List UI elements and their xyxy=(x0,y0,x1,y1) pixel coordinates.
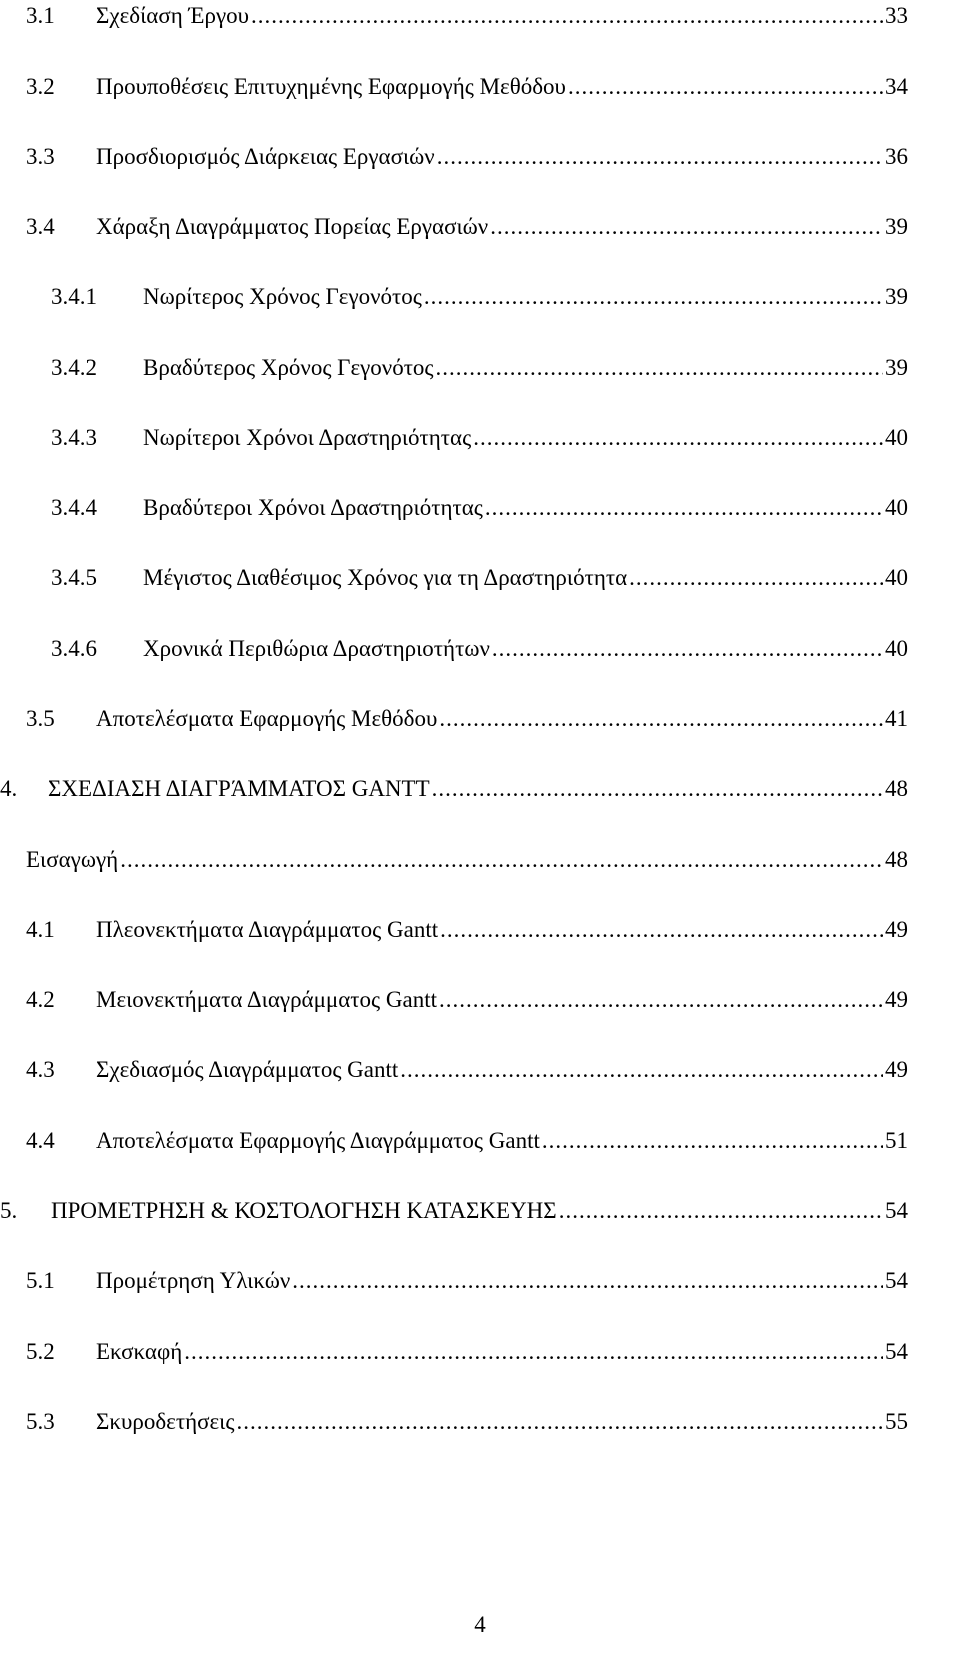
toc-entry[interactable] xyxy=(51,281,908,313)
toc-dot-leader xyxy=(424,281,883,313)
toc-entry[interactable] xyxy=(26,141,908,173)
toc-entry-title: Εισαγωγή xyxy=(26,847,119,872)
toc-entry-number: 5.2 xyxy=(26,1339,55,1364)
toc-entry-page: 41 xyxy=(885,706,908,731)
toc-entry[interactable] xyxy=(0,773,908,805)
toc-entry[interactable] xyxy=(26,1265,908,1297)
toc-entry-number: 3.4.6 xyxy=(51,636,97,661)
toc-entry-number: 4.4 xyxy=(26,1128,55,1153)
toc-entry-page: 48 xyxy=(885,776,908,801)
toc-dot-leader xyxy=(473,422,883,454)
toc-entry-page: 51 xyxy=(885,1128,908,1153)
toc-entry[interactable] xyxy=(26,1054,908,1086)
toc-entry-number: 5. xyxy=(0,1198,18,1223)
toc-entry-title: ΠΡΟΜΕΤΡΗΣΗ & ΚΟΣΤΟΛΟΓΗΣΗ ΚΑΤΑΣΚΕΥΗΣ xyxy=(51,1198,557,1223)
toc-entry-title: Βραδύτεροι Χρόνοι Δραστηριότητας xyxy=(143,495,483,520)
toc-entry[interactable] xyxy=(51,422,908,454)
toc-dot-leader xyxy=(292,1265,883,1297)
toc-dot-leader xyxy=(400,1054,883,1086)
toc-entry[interactable] xyxy=(26,71,908,103)
toc-entry-title: Σχεδίαση Έργου xyxy=(96,3,249,28)
toc-entry[interactable] xyxy=(26,0,908,32)
toc-entry-title: Χρονικά Περιθώρια Δραστηριοτήτων xyxy=(143,636,490,661)
toc-entry[interactable] xyxy=(51,633,908,665)
toc-entry-number: 3.4.5 xyxy=(51,565,97,590)
toc-dot-leader xyxy=(492,633,883,665)
toc-entry-page: 40 xyxy=(885,425,908,450)
toc-entry-title: Νωρίτεροι Χρόνοι Δραστηριότητας xyxy=(143,425,472,450)
toc-entry-number: 5.3 xyxy=(26,1409,55,1434)
toc-entry-number: 4.3 xyxy=(26,1057,55,1082)
toc-entry-number: 3.4.3 xyxy=(51,425,97,450)
toc-entry[interactable] xyxy=(26,703,908,735)
toc-entry-page: 39 xyxy=(885,355,908,380)
toc-entry-title: Αποτελέσματα Εφαρμογής Διαγράμματος Gantt xyxy=(96,1128,540,1153)
toc-entry-page: 39 xyxy=(885,284,908,309)
toc-dot-leader xyxy=(568,71,883,103)
toc-entry-title: Εκσκαφή xyxy=(96,1339,183,1364)
toc-entry-title: Πλεονεκτήματα Διαγράμματος Gantt xyxy=(96,917,439,942)
toc-entry-title: Μέγιστος Διαθέσιμος Χρόνος για τη Δραστηριότητα xyxy=(143,565,628,590)
toc-entry-number: 4.2 xyxy=(26,987,55,1012)
toc-entry-number: 4. xyxy=(0,776,18,801)
toc-dot-leader xyxy=(490,211,883,243)
toc-entry-number: 5.1 xyxy=(26,1268,55,1293)
toc-entry-page: 49 xyxy=(885,1057,908,1082)
toc-entry-page: 54 xyxy=(885,1268,908,1293)
toc-entry-page: 39 xyxy=(885,214,908,239)
toc-entry[interactable] xyxy=(26,211,908,243)
toc-dot-leader xyxy=(485,492,883,524)
toc-entry-number: 3.4.2 xyxy=(51,355,97,380)
toc-dot-leader xyxy=(437,141,883,173)
toc-dot-leader xyxy=(439,703,883,735)
toc-entry[interactable] xyxy=(26,914,908,946)
toc-dot-leader xyxy=(251,0,883,32)
toc-dot-leader xyxy=(432,773,883,805)
toc-entry-page: 40 xyxy=(885,495,908,520)
toc-entry-title: Αποτελέσματα Εφαρμογής Μεθόδου xyxy=(96,706,438,731)
toc-entry-title: Σχεδιασμός Διαγράμματος Gantt xyxy=(96,1057,399,1082)
toc-entry-page: 33 xyxy=(885,3,908,28)
toc-dot-leader xyxy=(440,914,883,946)
toc-entry-page: 34 xyxy=(885,74,908,99)
toc-entry-title: ΣΧΕΔΙΑΣΗ ΔΙΑΓΡΆΜΜΑΤΟΣ GANTT xyxy=(48,776,430,801)
toc-entry-page: 40 xyxy=(885,565,908,590)
toc-entry-page: 49 xyxy=(885,917,908,942)
toc-dot-leader xyxy=(559,1195,883,1227)
toc-dot-leader xyxy=(439,984,883,1016)
toc-entry-page: 49 xyxy=(885,987,908,1012)
toc-entry[interactable] xyxy=(51,492,908,524)
toc-dot-leader xyxy=(236,1406,883,1438)
toc-entry-title: Μειονεκτήματα Διαγράμματος Gantt xyxy=(96,987,438,1012)
toc-entry[interactable] xyxy=(26,984,908,1016)
toc-entry[interactable] xyxy=(51,352,908,384)
toc-entry-title: Προσδιορισμός Διάρκειας Εργασιών xyxy=(96,144,435,169)
toc-entry-number: 3.2 xyxy=(26,74,55,99)
page-number: 4 xyxy=(474,1612,486,1637)
toc-entry-title: Σκυροδετήσεις xyxy=(96,1409,235,1434)
toc-entry-page: 36 xyxy=(885,144,908,169)
toc-entry[interactable] xyxy=(26,1125,908,1157)
toc-entry-title: Προυποθέσεις Επιτυχημένης Εφαρμογής Μεθόδου xyxy=(96,74,566,99)
toc-entry-title: Προμέτρηση Υλικών xyxy=(96,1268,291,1293)
toc-dot-leader xyxy=(184,1336,883,1368)
toc-dot-leader xyxy=(629,562,883,594)
toc-entry-number: 3.4.1 xyxy=(51,284,97,309)
toc-entry-page: 40 xyxy=(885,636,908,661)
toc-entry-number: 3.1 xyxy=(26,3,55,28)
toc-entry-number: 4.1 xyxy=(26,917,55,942)
toc-entry-page: 48 xyxy=(885,847,908,872)
toc-dot-leader xyxy=(542,1125,883,1157)
toc-entry-page: 54 xyxy=(885,1198,908,1223)
toc-entry-title: Βραδύτερος Χρόνος Γεγονότος xyxy=(143,355,434,380)
toc-dot-leader xyxy=(120,844,883,876)
toc-entry[interactable] xyxy=(51,562,908,594)
toc-entry-title: Χάραξη Διαγράμματος Πορείας Εργασιών xyxy=(96,214,489,239)
toc-dot-leader xyxy=(436,352,883,384)
toc-entry-page: 54 xyxy=(885,1339,908,1364)
toc-entry[interactable] xyxy=(26,844,908,876)
toc-entry[interactable] xyxy=(26,1336,908,1368)
toc-entry-number: 3.3 xyxy=(26,144,55,169)
toc-entry[interactable] xyxy=(0,1195,908,1227)
toc-entry-number: 3.5 xyxy=(26,706,55,731)
toc-entry-title: Νωρίτερος Χρόνος Γεγονότος xyxy=(143,284,422,309)
toc-entry[interactable] xyxy=(26,1406,908,1438)
toc-entry-number: 3.4 xyxy=(26,214,55,239)
toc-entry-number: 3.4.4 xyxy=(51,495,97,520)
toc-entry-page: 55 xyxy=(885,1409,908,1434)
